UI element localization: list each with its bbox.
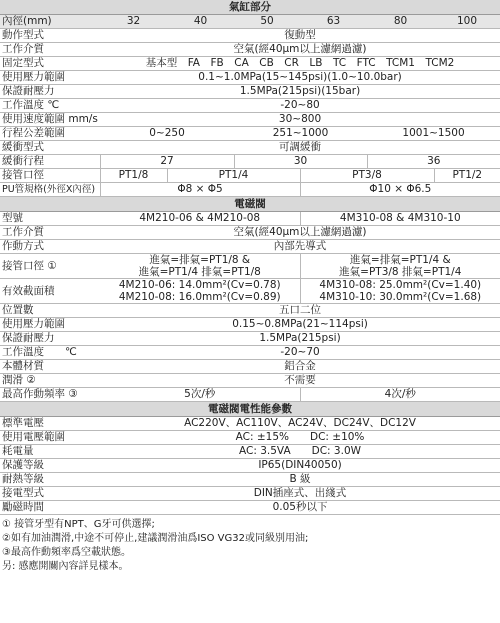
row-label: 耗電量 (0, 445, 100, 459)
row-label: 作動方式 (0, 240, 100, 254)
table-row (0, 459, 500, 473)
row-value: 內部先導式 (100, 240, 500, 254)
area-right-line: 4M310-08: 25.0mm²(Cv=1.40) (319, 279, 482, 291)
row-value: AC220V、AC110V、AC24V、DC24V、DC12V (100, 417, 500, 431)
model-value: 4M310-08 & 4M310-10 (300, 212, 500, 226)
row-label: 勵磁時間 (0, 501, 100, 515)
row-label: 型號 (0, 212, 100, 226)
row-value: 0.15~0.8MPa(21~114psi) (100, 318, 500, 332)
row-value: IP65(DIN40050) (100, 459, 500, 473)
port-left-cell (100, 254, 300, 279)
row-label: 耐熱等級 (0, 473, 100, 487)
max-frequency-row (0, 388, 500, 402)
row-label: 使用電壓範圍 (0, 431, 100, 445)
row-label: 接電型式 (0, 487, 100, 501)
buffer-stroke-value: 36 (367, 155, 500, 169)
row-value: 空氣(經40μm以上濾網過濾) (100, 226, 500, 240)
bore-value: 40 (167, 15, 234, 29)
row-label: 接管口徑 ① (0, 254, 100, 279)
stroke-value: 1001~1500 (367, 127, 500, 141)
row-label: 使用壓力範圍 (0, 318, 100, 332)
table-row (0, 445, 500, 459)
row-label: 動作型式 (0, 29, 100, 43)
row-label: 有效截面積 (0, 279, 100, 304)
section-title: 電磁閥電性能參數 (0, 402, 500, 417)
table-row (0, 141, 500, 155)
row-label: 最高作動頻率 ③ (0, 388, 100, 402)
section-header-valve (0, 197, 500, 212)
stroke-tolerance-row (0, 127, 500, 141)
table-row (0, 226, 500, 240)
row-value: 1.5MPa(215psi)(15bar) (100, 85, 500, 99)
bore-label: 內徑(mm) (0, 15, 100, 29)
freq-value: 5次/秒 (100, 388, 300, 402)
buffer-stroke-value: 30 (234, 155, 367, 169)
port-size-row (0, 169, 500, 183)
row-label: 位置數 (0, 304, 100, 318)
section-title: 氣缸部分 (0, 0, 500, 15)
area-left-line: 4M210-06: 14.0mm²(Cv=0.78) (118, 279, 281, 291)
row-label: 固定型式 (0, 57, 100, 71)
row-label: 本體材質 (0, 360, 100, 374)
table-row (0, 43, 500, 57)
section-header-electrical (0, 402, 500, 417)
row-label: 工作溫度 ℃ (0, 99, 100, 113)
bore-value: 63 (300, 15, 367, 29)
row-value: -20~70 (100, 346, 500, 360)
table-row (0, 29, 500, 43)
table-row (0, 113, 500, 127)
port-right-line: 進氣=PT3/8 排氣=PT1/4 (339, 266, 462, 278)
section-header-cylinder (0, 0, 500, 15)
table-row (0, 304, 500, 318)
row-label: 保證耐壓力 (0, 332, 100, 346)
port-value: PT1/8 (100, 169, 167, 183)
tube-spec-row (0, 183, 500, 197)
row-value: -20~80 (100, 99, 500, 113)
bore-value: 100 (434, 15, 500, 29)
section-title: 電磁閥 (0, 197, 500, 212)
row-label: 潤滑 ② (0, 374, 100, 388)
effective-area-row (0, 279, 500, 304)
model-value: 4M210-06 & 4M210-08 (100, 212, 300, 226)
footnotes (0, 515, 500, 574)
row-label: 使用壓力範圍 (0, 71, 100, 85)
row-value: 五口二位 (100, 304, 500, 318)
row-label: 標準電壓 (0, 417, 100, 431)
row-label: 緩衝行程 (0, 155, 100, 169)
row-label: 緩衝型式 (0, 141, 100, 155)
row-value: 0.05秒以下 (100, 501, 500, 515)
bore-value: 32 (100, 15, 167, 29)
footnote: ②如有加油潤滑,中途不可停止,建議潤滑油爲ISO VG32或同級別用油; (2, 533, 309, 544)
table-row (0, 57, 500, 71)
valve-port-row (0, 254, 500, 279)
port-left-line: 進氣=排氣=PT1/8 & (149, 254, 251, 266)
row-value: B 級 (100, 473, 500, 487)
row-value: 30~800 (100, 113, 500, 127)
bore-value: 50 (234, 15, 300, 29)
row-label: 工作溫度 ℃ (0, 346, 100, 360)
stroke-value: 251~1000 (234, 127, 367, 141)
table-row (0, 332, 500, 346)
tube-value: Φ10 × Φ6.5 (300, 183, 500, 197)
port-value: PT3/8 (300, 169, 434, 183)
area-left-cell (100, 279, 300, 304)
buffer-stroke-row (0, 155, 500, 169)
table-row (0, 318, 500, 332)
row-value: 0.1~1.0MPa(15~145psi)(1.0~10.0bar) (100, 71, 500, 85)
row-value: 1.5MPa(215psi) (100, 332, 500, 346)
table-row (0, 473, 500, 487)
stroke-value: 0~250 (100, 127, 234, 141)
area-right-line: 4M310-10: 30.0mm²(Cv=1.68) (319, 291, 482, 303)
table-row (0, 240, 500, 254)
row-value: DIN插座式、出綫式 (100, 487, 500, 501)
bore-value: 80 (367, 15, 434, 29)
table-row (0, 374, 500, 388)
area-left-line: 4M210-08: 16.0mm²(Cv=0.89) (118, 291, 281, 303)
area-right-cell (300, 279, 500, 304)
footnote: 另: 感應開關內容詳見樣本。 (2, 561, 129, 572)
row-value: 鋁合金 (100, 360, 500, 374)
row-label: 保護等級 (0, 459, 100, 473)
row-value: AC: ±15% DC: ±10% (100, 431, 500, 445)
model-row (0, 212, 500, 226)
port-right-cell (300, 254, 500, 279)
row-value: 基本型 FA FB CA CB CR LB TC FTC TCM1 TCM2 (100, 57, 500, 71)
port-right-line: 進氣=排氣=PT1/4 & (349, 254, 451, 266)
table-row (0, 71, 500, 85)
port-left-line: 進氣=PT1/4 排氣=PT1/8 (138, 266, 261, 278)
row-value: 空氣(經40μm以上濾網過濾) (100, 43, 500, 57)
row-value: 可調緩衝 (100, 141, 500, 155)
row-value: AC: 3.5VA DC: 3.0W (100, 445, 500, 459)
row-label: 工作介質 (0, 226, 100, 240)
table-row (0, 346, 500, 360)
bore-row (0, 15, 500, 29)
table-row (0, 431, 500, 445)
table-row (0, 417, 500, 431)
row-label: 工作介質 (0, 43, 100, 57)
table-row (0, 85, 500, 99)
footnote: ③最高作動頻率爲空載狀態。 (2, 547, 131, 558)
row-label: PU管規格(外徑X內徑) (0, 183, 100, 197)
table-row (0, 360, 500, 374)
table-row (0, 501, 500, 515)
buffer-stroke-value: 27 (100, 155, 234, 169)
freq-value: 4次/秒 (300, 388, 500, 402)
table-row (0, 99, 500, 113)
row-label: 使用速度範圍 mm/s (0, 113, 100, 127)
row-label: 保證耐壓力 (0, 85, 100, 99)
table-row (0, 487, 500, 501)
footnote: ① 接管牙型有NPT、G牙可供選擇; (2, 519, 155, 530)
row-value: 不需要 (100, 374, 500, 388)
port-value: PT1/2 (434, 169, 500, 183)
row-value: 復動型 (100, 29, 500, 43)
row-label: 接管口徑 (0, 169, 100, 183)
row-label: 行程公差範圍 (0, 127, 100, 141)
port-value: PT1/4 (167, 169, 300, 183)
tube-value: Φ8 × Φ5 (100, 183, 300, 197)
